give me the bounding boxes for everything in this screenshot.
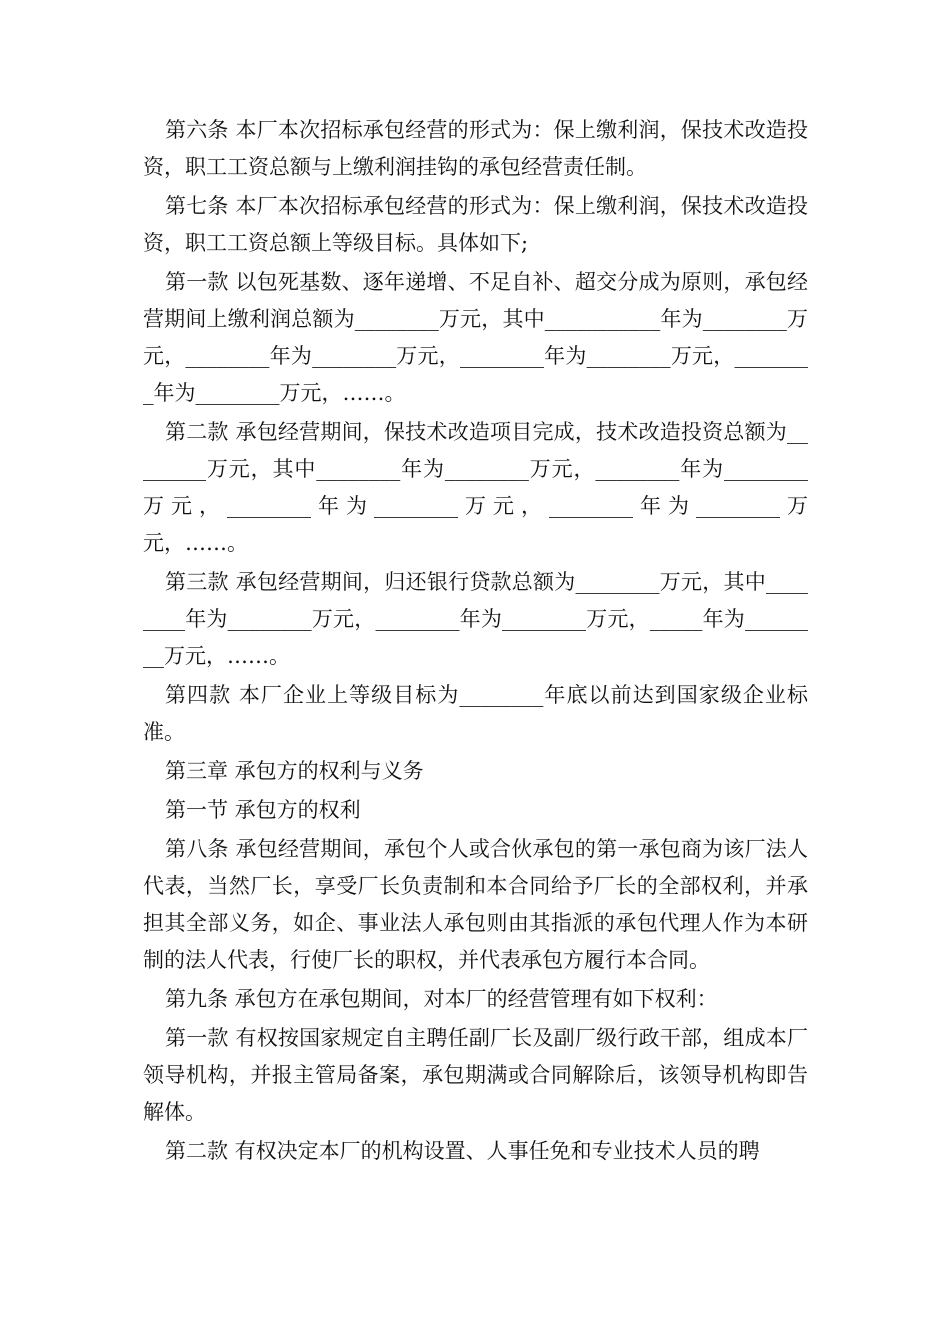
- chapter-3-heading: 第三章 承包方的权利与义务: [165, 759, 424, 783]
- article-7-paragraph: 第七条 本厂本次招标承包经营的形式为：保上缴利润，保技术改造投资，职工工资总额上等级目标。具体如下;: [143, 194, 808, 255]
- article-9-clause-1-paragraph: 第一款 有权按国家规定自主聘任副厂长及副厂级行政干部，组成本厂领导机构，并报主管局备案，承包期满或合同解除后，该领导机构即告解体。: [143, 1026, 808, 1124]
- clause-4-grade-paragraph: 第四款 本厂企业上等级目标为________年底以前达到国家级企业标准。: [143, 683, 808, 744]
- article-9-paragraph: 第九条 承包方在承包期间，对本厂的经营管理有如下权利：: [165, 987, 718, 1011]
- article-6-paragraph: 第六条 本厂本次招标承包经营的形式为：保上缴利润，保技术改造投资，职工工资总额与上缴利润挂钩的承包经营责任制。: [143, 118, 808, 179]
- document-body: [143, 112, 808, 1172]
- section-1-heading: 第一节 承包方的权利: [165, 798, 361, 822]
- clause-1-profit-paragraph: 第一款 以包死基数、逐年递增、不足自补、超交分成为原则，承包经营期间上缴利润总额为________万元，其中___________年为________万元，________年为________万元，________年为________万元，________年为________万元，……。: [143, 270, 808, 405]
- article-9-clause-2-paragraph: 第二款 有权决定本厂的机构设置、人事任免和专业技术人员的聘: [165, 1139, 760, 1163]
- clause-2-investment-paragraph: 第二款 承包经营期间，保技术改造项目完成，技术改造投资总额为________万元，其中________年为________万元，________年为________万元，________年为________万元，________年为________万元，……。: [143, 420, 808, 555]
- clause-3-loan-paragraph: 第三款 承包经营期间，归还银行贷款总额为________万元，其中________年为________万元，________年为________万元，_____年为________万元，……。: [143, 570, 808, 668]
- article-8-paragraph: 第八条 承包经营期间，承包个人或合伙承包的第一承包商为该厂法人代表，当然厂长，享受厂长负责制和本合同给予厂长的全部权利，并承担其全部义务，如企、事业法人承包则由其指派的承包代理人作为本研制的法人代表，行使厂长的职权，并代表承包方履行本合同。: [143, 837, 808, 972]
